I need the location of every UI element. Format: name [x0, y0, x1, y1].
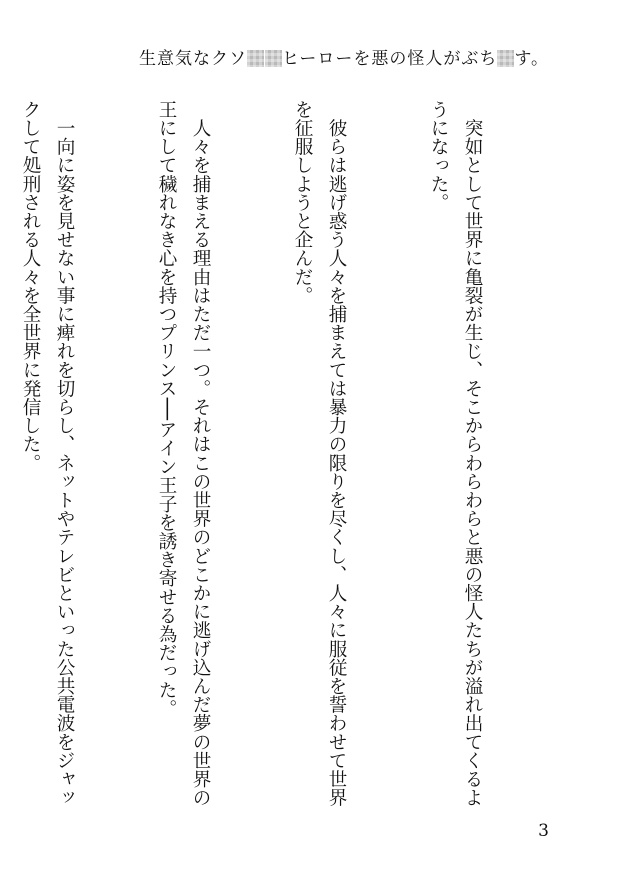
paragraph: 人々を捕まえる理由はただ一つ。それはこの世界のどこかに逃げ込んだ夢の世界の王にして穢れなき心を持つプリンス──アイン王子を誘き寄せる為だった。: [156, 100, 211, 807]
running-header: [139, 44, 549, 69]
header-text-3: す。: [514, 49, 549, 69]
paragraph: 彼らは逃げ惑う人々を捕まえては暴力の限りを尽くし、人々に服従を誓わせて世界を征服しようと企んだ。: [292, 100, 347, 807]
censor-mosaic-icon: [247, 50, 264, 67]
censor-mosaic-icon: [265, 50, 282, 67]
censor-mosaic-icon: [497, 50, 514, 67]
header-text-1: 生意気なクソ: [139, 49, 248, 69]
header-text-2: ヒーローを悪の怪人がぶち: [282, 49, 498, 69]
page-number: 3: [538, 821, 549, 841]
vertical-body-text: [20, 100, 557, 820]
paragraph: 突如として世界に亀裂が生じ、そこからわらわらと悪の怪人たちが溢れ出てくるようになった。: [428, 100, 483, 807]
paragraph: 一向に姿を見せない事に痺れを切らし、ネットやテレビといった公共電波をジャックして処刑される人々を全世界に発信した。: [20, 100, 75, 807]
